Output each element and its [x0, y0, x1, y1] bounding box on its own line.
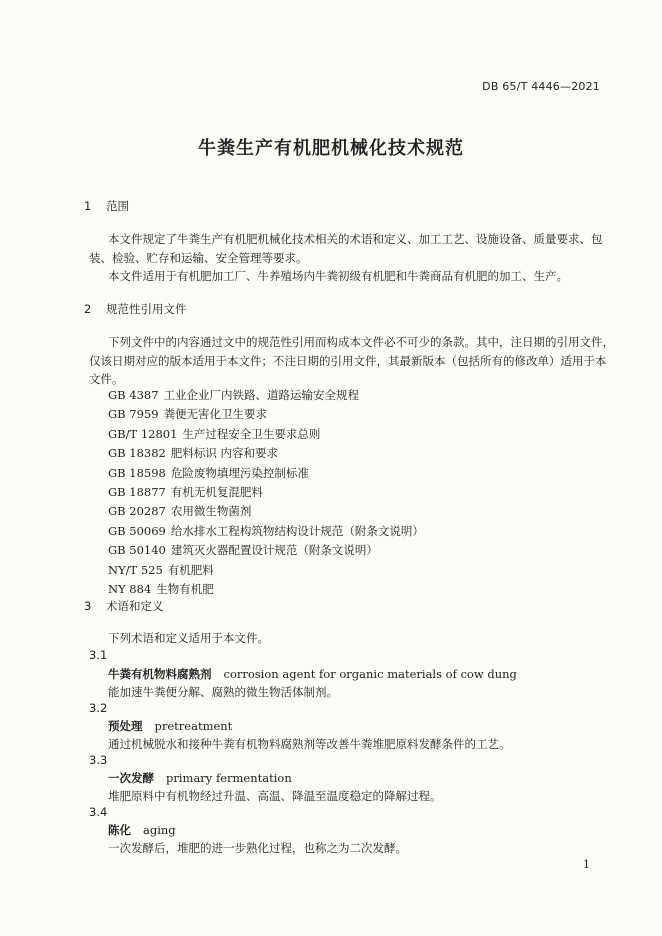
- term-number: 3.3: [89, 753, 108, 767]
- term-chinese: 陈化: [108, 823, 131, 837]
- reference-code: NY 884: [108, 582, 152, 597]
- term-definition: 一次发酵后，堆肥的进一步熟化过程，也称之为二次发酵。: [108, 841, 407, 855]
- section-1-paragraph-1-line-2: 装、检验、贮存和运输、安全管理等要求。: [89, 251, 308, 265]
- term-heading: [108, 821, 176, 840]
- section-3-intro: 下列术语和定义适用于本文件。: [108, 631, 269, 645]
- term-chinese: 一次发酵: [108, 771, 154, 785]
- term-chinese: 预处理: [108, 719, 143, 733]
- normative-references-list: [108, 386, 424, 599]
- reference-item: [108, 561, 424, 580]
- section-title: 规范性引用文件: [106, 302, 187, 316]
- term-number: 3.1: [89, 648, 108, 662]
- reference-item: [108, 522, 424, 541]
- term-definition: 堆肥原料中有机物经过升温、高温、降温至温度稳定的降解过程。: [108, 789, 442, 803]
- reference-title: 工业企业厂内铁路、道路运输安全规程: [163, 388, 360, 402]
- section-2-intro-line-3: 文件。: [89, 372, 124, 386]
- section-1-paragraph-1-line-1: 本文件规定了牛粪生产有机肥机械化技术相关的术语和定义、加工工艺、设施设备、质量要求、包: [108, 232, 603, 246]
- reference-code: GB 18382: [108, 446, 166, 461]
- term-english: aging: [143, 823, 176, 837]
- section-2-heading: [84, 301, 187, 317]
- reference-item: [108, 541, 424, 560]
- reference-title: 危险废物填埋污染控制标准: [170, 465, 309, 480]
- document-title: 牛粪生产有机肥机械化技术规范: [198, 138, 464, 159]
- reference-item: [108, 502, 424, 521]
- term-heading: [108, 717, 232, 736]
- term-chinese: 牛粪有机物料腐熟剂: [108, 667, 212, 681]
- reference-item: [108, 386, 424, 405]
- reference-code: GB 50069: [108, 523, 166, 538]
- reference-code: GB 20287: [108, 504, 166, 519]
- reference-code: GB 4387: [108, 388, 159, 402]
- reference-code: GB 18598: [108, 465, 166, 480]
- reference-item: [108, 464, 424, 483]
- reference-title: 粪便无害化卫生要求: [163, 407, 268, 422]
- reference-title: 有机肥料: [167, 562, 214, 577]
- reference-item: [108, 405, 424, 424]
- section-2-intro-line-2: 仅该日期对应的版本适用于本文件；不注日期的引用文件，其最新版本（包括所有的修改单）适用于本: [89, 354, 607, 368]
- section-1-paragraph-2: 本文件适用于有机肥加工厂、牛养殖场内牛粪初级有机肥和牛粪商品有机肥的加工、生产。: [108, 269, 568, 283]
- reference-title: 农用微生物菌剂: [170, 504, 252, 519]
- section-1-heading: [84, 198, 129, 214]
- term-definition: 能加速牛粪便分解、腐熟的微生物活体制剂。: [108, 685, 338, 699]
- section-title: 术语和定义: [106, 599, 164, 613]
- reference-title: 生物有机肥: [156, 582, 214, 597]
- reference-code: GB/T 12801: [108, 426, 178, 441]
- term-heading: [108, 769, 292, 788]
- term-definition: 通过机械脱水和接种牛粪有机物料腐熟剂等改善牛粪堆肥原料发酵条件的工艺。: [108, 737, 511, 751]
- term-english: pretreatment: [154, 719, 233, 733]
- reference-title: 生产过程安全卫生要求总则: [182, 426, 321, 441]
- section-number: 2: [84, 302, 92, 316]
- term-english: primary fermentation: [166, 771, 292, 785]
- reference-title: 肥料标识 内容和要求: [170, 446, 279, 461]
- reference-code: GB 50140: [108, 543, 166, 558]
- term-number: 3.2: [89, 701, 108, 715]
- reference-item: [108, 580, 424, 599]
- section-3-heading: [84, 598, 164, 614]
- section-number: 1: [84, 199, 92, 213]
- document-code: DB 65/T 4446—2021: [482, 80, 600, 93]
- reference-code: GB 7959: [108, 407, 159, 422]
- page-number: 1: [583, 858, 590, 871]
- term-heading: [108, 665, 517, 684]
- reference-title: 建筑灭火器配置设计规范（附条文说明）: [170, 543, 378, 558]
- reference-item: [108, 425, 424, 444]
- reference-code: NY/T 525: [108, 562, 163, 577]
- reference-title: 有机无机复混肥料: [170, 485, 263, 500]
- reference-title: 给水排水工程构筑物结构设计规范（附条文说明）: [170, 523, 424, 538]
- reference-item: [108, 444, 424, 463]
- term-number: 3.4: [89, 805, 108, 819]
- section-title: 范围: [106, 199, 129, 213]
- term-english: corrosion agent for organic materials of cow dung: [223, 667, 517, 681]
- reference-item: [108, 483, 424, 502]
- section-number: 3: [84, 599, 92, 613]
- section-2-intro-line-1: 下列文件中的内容通过文中的规范性引用而构成本文件必不可少的条款。其中，注日期的引用文件，: [108, 335, 614, 349]
- reference-code: GB 18877: [108, 485, 166, 500]
